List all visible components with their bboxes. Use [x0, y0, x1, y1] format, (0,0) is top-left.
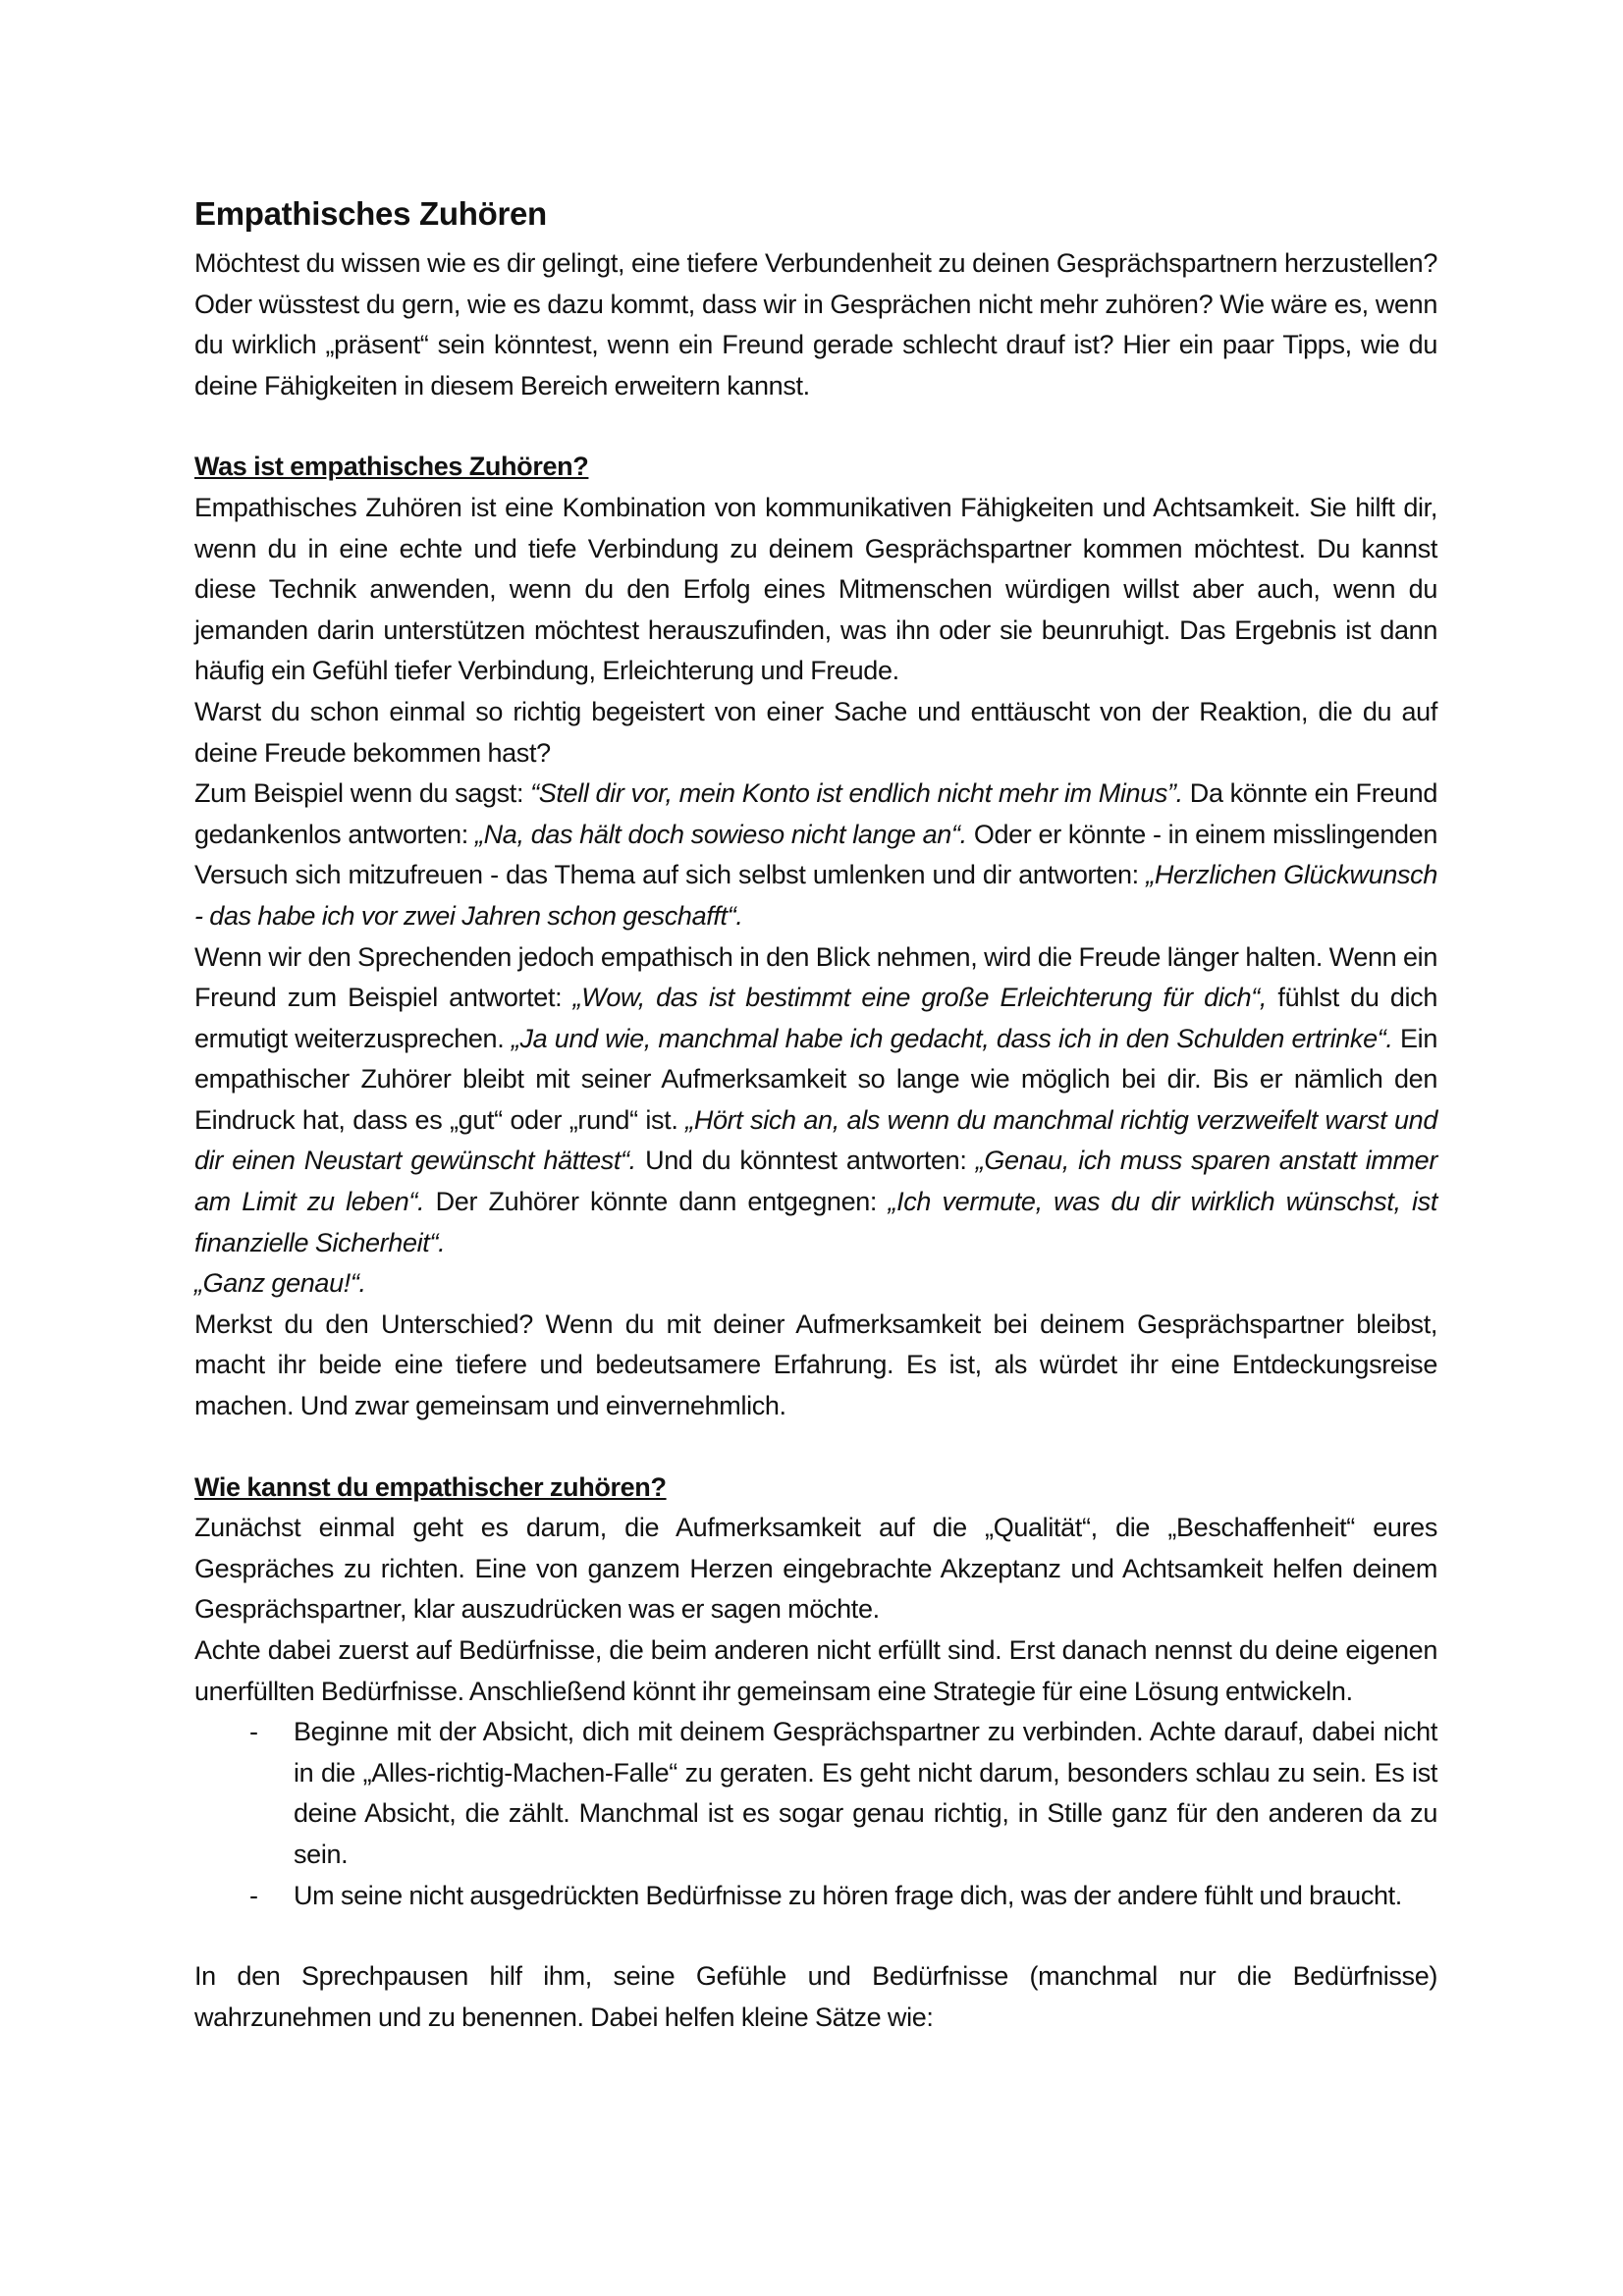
text-run: Warst du schon einmal so richtig begeistert von einer Sache und enttäuscht von der Reaktion, die du auf deine Freude bekommen hast?: [194, 696, 1437, 768]
text-run: Oder er könnte - in einem misslingenden Versuch sich mitzufreuen - das Thema auf sich selbst umlenken und dir antworten:: [194, 819, 1437, 890]
quoted-speech: „Ja und wie, manchmal habe ich gedacht, dass ich in den Schulden ertrinke“.: [511, 1023, 1393, 1053]
section-heading-what-is: Was ist empathisches Zuhören?: [194, 452, 589, 482]
text-run: Wenn wir den Sprechenden jedoch empathisch in den Blick nehmen, wird die Freude länger halten. Wenn ein Freund zum Beispiel antwortet:: [194, 941, 1437, 1013]
text-run: Da könnte ein Freund gedankenlos antworten:: [194, 778, 1438, 849]
text-run: fühlst du dich ermutigt weiterzusprechen.: [194, 983, 1437, 1053]
paragraph-example-bad: [194, 774, 1437, 936]
dash-bullet: -: [249, 1880, 258, 1910]
text-run: Merkst du den Unterschied? Wenn du mit deiner Aufmerksamkeit bei deinem Gesprächspartner bleibst, macht ihr beide eine tiefere und bedeutsamere Erfahrung. Es ist, als würdet ihr eine Entdeckungsreise machen. Und zwar gemeinsam und einvernehmlich.: [194, 1308, 1437, 1421]
paragraph-definition: [194, 488, 1437, 692]
list-item: [194, 1876, 1437, 1917]
spacer: [194, 1427, 1437, 1468]
spacer: [194, 1916, 1437, 1956]
spacer: [194, 406, 1437, 447]
text-run: Und du könntest antworten:: [635, 1146, 976, 1176]
text-run: Zunächst einmal geht es darum, die Aufmerksamkeit auf die „Qualität“, die „Beschaffenheit“ eures Gespräches zu richten. Eine von ganzem Herzen eingebrachte Akzeptanz und Achtsamkeit helfen deinem Gesprächspartner, klar auszudrücken was er sagen möchte.: [194, 1513, 1437, 1625]
list-item-text: Um seine nicht ausgedrückten Bedürfnisse zu hören frage dich, was der andere fühlt und braucht.: [294, 1880, 1402, 1910]
quoted-speech: “Stell dir vor, mein Konto ist endlich nicht mehr im Minus”.: [530, 778, 1183, 809]
tips-list: [194, 1712, 1437, 1916]
quoted-speech: „Ganz genau!“.: [194, 1268, 366, 1299]
paragraph-closing: In den Sprechpausen hilf ihm, seine Gefühle und Bedürfnisse (manchmal nur die Bedürfnisse) wahrzunehmen und zu benennen. Dabei helfen kleine Sätze wie:: [194, 1961, 1437, 2032]
text-run: Achte dabei zuerst auf Bedürfnisse, die beim anderen nicht erfüllt sind. Erst danach nennst du deine eigenen unerfüllten Bedürfnisse. Anschließend könnt ihr gemeinsam eine Strategie für eine Lösung entwickeln.: [194, 1635, 1437, 1706]
quoted-speech: „Genau, ich muss sparen anstatt immer am Limit zu leben“.: [194, 1146, 1437, 1217]
text-run: Möchtest du wissen wie es dir gelingt, eine tiefere Verbundenheit zu deinen Gesprächspartnern herzustellen? Oder wüsstest du gern, wie es dazu kommt, dass wir in Gesprächen nicht mehr zuhören? Wie wäre es, wenn du wirklich „präsent“ sein könntest, wenn ein Freund gerade schlecht drauf ist? Hier ein paar Tipps, wie du deine Fähigkeiten in diesem Bereich erweitern kannst.: [194, 248, 1437, 400]
document-title: Empathisches Zuhören: [194, 195, 547, 232]
text-run: Zum Beispiel wenn du sagst:: [194, 778, 531, 809]
quoted-speech: „Herzlichen Glückwunsch - das habe ich vor zwei Jahren schon geschafft“.: [194, 860, 1437, 931]
paragraph-needs: [194, 1630, 1437, 1712]
quoted-speech: „Na, das hält doch sowieso nicht lange an“.: [475, 819, 967, 849]
paragraph-quality: [194, 1508, 1437, 1630]
text-run: Ein empathischer Zuhörer bleibt mit seiner Aufmerksamkeit so lange wie möglich bei dir. Bis er nämlich den Eindruck hat, dass es „gut“ oder „rund“ ist.: [194, 1023, 1437, 1135]
quoted-speech: „Hört sich an, als wenn du manchmal richtig verzweifelt warst und dir einen Neustart gewünscht hättest“.: [194, 1104, 1437, 1176]
paragraph-example-good: [194, 937, 1437, 1264]
quoted-speech: „Wow, das ist bestimmt eine große Erleichterung für dich“,: [572, 983, 1268, 1013]
document-page: [194, 192, 1437, 2038]
section-how-to-body: [194, 1508, 1437, 2038]
list-item-text: Beginne mit der Absicht, dich mit deinem Gesprächspartner zu verbinden. Achte darauf, dabei nicht in die „Alles-richtig-Machen-Falle“ zu geraten. Es geht nicht darum, besonders schlau zu sein. Es ist deine Absicht, die zählt. Manchmal ist es sogar genau richtig, in Stille ganz für den anderen da zu sein.: [294, 1717, 1437, 1869]
section-what-is-body: [194, 488, 1437, 1427]
quoted-speech: „Ich vermute, was du dir wirklich wünschst, ist finanzielle Sicherheit“.: [194, 1187, 1437, 1257]
intro-paragraph: [194, 243, 1437, 406]
section-heading-how-to: Wie kannst du empathischer zuhören?: [194, 1471, 667, 1502]
dash-bullet: -: [249, 1717, 258, 1747]
list-item: [194, 1712, 1437, 1875]
text-run: Empathisches Zuhören ist eine Kombination von kommunikativen Fähigkeiten und Achtsamkeit. Sie hilft dir, wenn du in eine echte und tiefe Verbindung zu deinem Gesprächspartner kommen möchtest. Du kannst diese Technik anwenden, wenn du den Erfolg eines Mitmenschen würdigen willst aber auch, wenn du jemanden darin unterstützen möchtest herauszufinden, was ihn oder sie beunruhigt. Das Ergebnis ist dann häufig ein Gefühl tiefer Verbindung, Erleichterung und Freude.: [194, 492, 1437, 686]
text-run: Der Zuhörer könnte dann entgegnen:: [424, 1187, 889, 1217]
paragraph-question: [194, 692, 1437, 774]
paragraph-ganz-genau: [194, 1263, 1437, 1305]
paragraph-difference: [194, 1305, 1437, 1427]
